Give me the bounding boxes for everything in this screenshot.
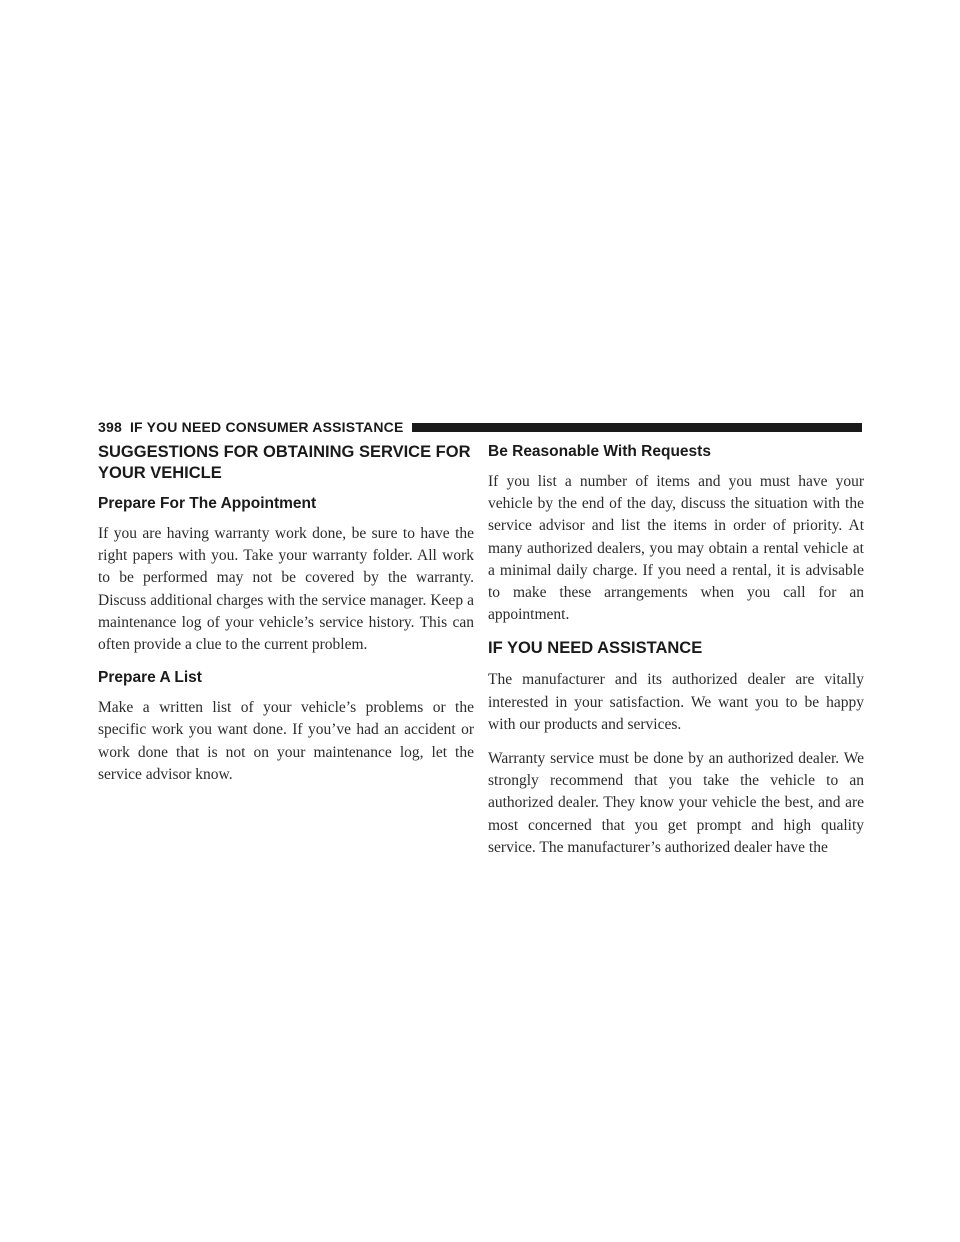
paragraph-prepare-list: Make a written list of your vehicle’s problems or the specific work you want done. If you’ve had an accident or work done that is not on your maintenance log, let the service advisor know. bbox=[98, 699, 474, 783]
paragraph-assistance-satisfaction: The manufacturer and its authorized dealer are vitally interested in your satisfaction. We want you to be happy with our products and services. bbox=[488, 671, 864, 733]
subsection-title-reasonable-requests: Be Reasonable With Requests bbox=[488, 443, 711, 460]
subsection-title-prepare-appointment: Prepare For The Appointment bbox=[98, 495, 317, 512]
paragraph-prepare-appointment: If you are having warranty work done, be sure to have the right papers with you. Take your warranty folder. All work to be performed may not be covered by the warranty. Discuss additional charges with the service manager. Keep a maintenance log of your vehicle’s service history. This can often provide a clue to the current problem. bbox=[98, 525, 474, 654]
left-column bbox=[98, 442, 474, 798]
running-title: IF YOU NEED CONSUMER ASSISTANCE bbox=[129, 419, 404, 435]
paragraph-assistance-warranty: Warranty service must be done by an authorized dealer. We strongly recommend that you take the vehicle to an authorized dealer. They know your vehicle the best, and are most concerned that you get prompt and high quality service. The manufacturer’s authorized dealer have the bbox=[488, 750, 864, 856]
right-column bbox=[488, 442, 864, 871]
page-header bbox=[98, 417, 862, 437]
section-title-suggestions: SUGGESTIONS FOR OBTAINING SERVICE FOR YOUR VEHICLE bbox=[98, 443, 471, 482]
paragraph-reasonable-requests: If you list a number of items and you must have your vehicle by the end of the day, discuss the situation with the service advisor and list the items in order of priority. At many authorized dealers, you may obtain a rental vehicle at a minimal daily charge. If you need a rental, it is advisable to make these arrangements when you call for an appointment. bbox=[488, 473, 864, 624]
header-rule bbox=[412, 423, 863, 432]
section-title-need-assistance: IF YOU NEED ASSISTANCE bbox=[488, 639, 703, 658]
subsection-title-prepare-list: Prepare A List bbox=[98, 669, 202, 687]
page-number: 398 bbox=[98, 419, 122, 435]
